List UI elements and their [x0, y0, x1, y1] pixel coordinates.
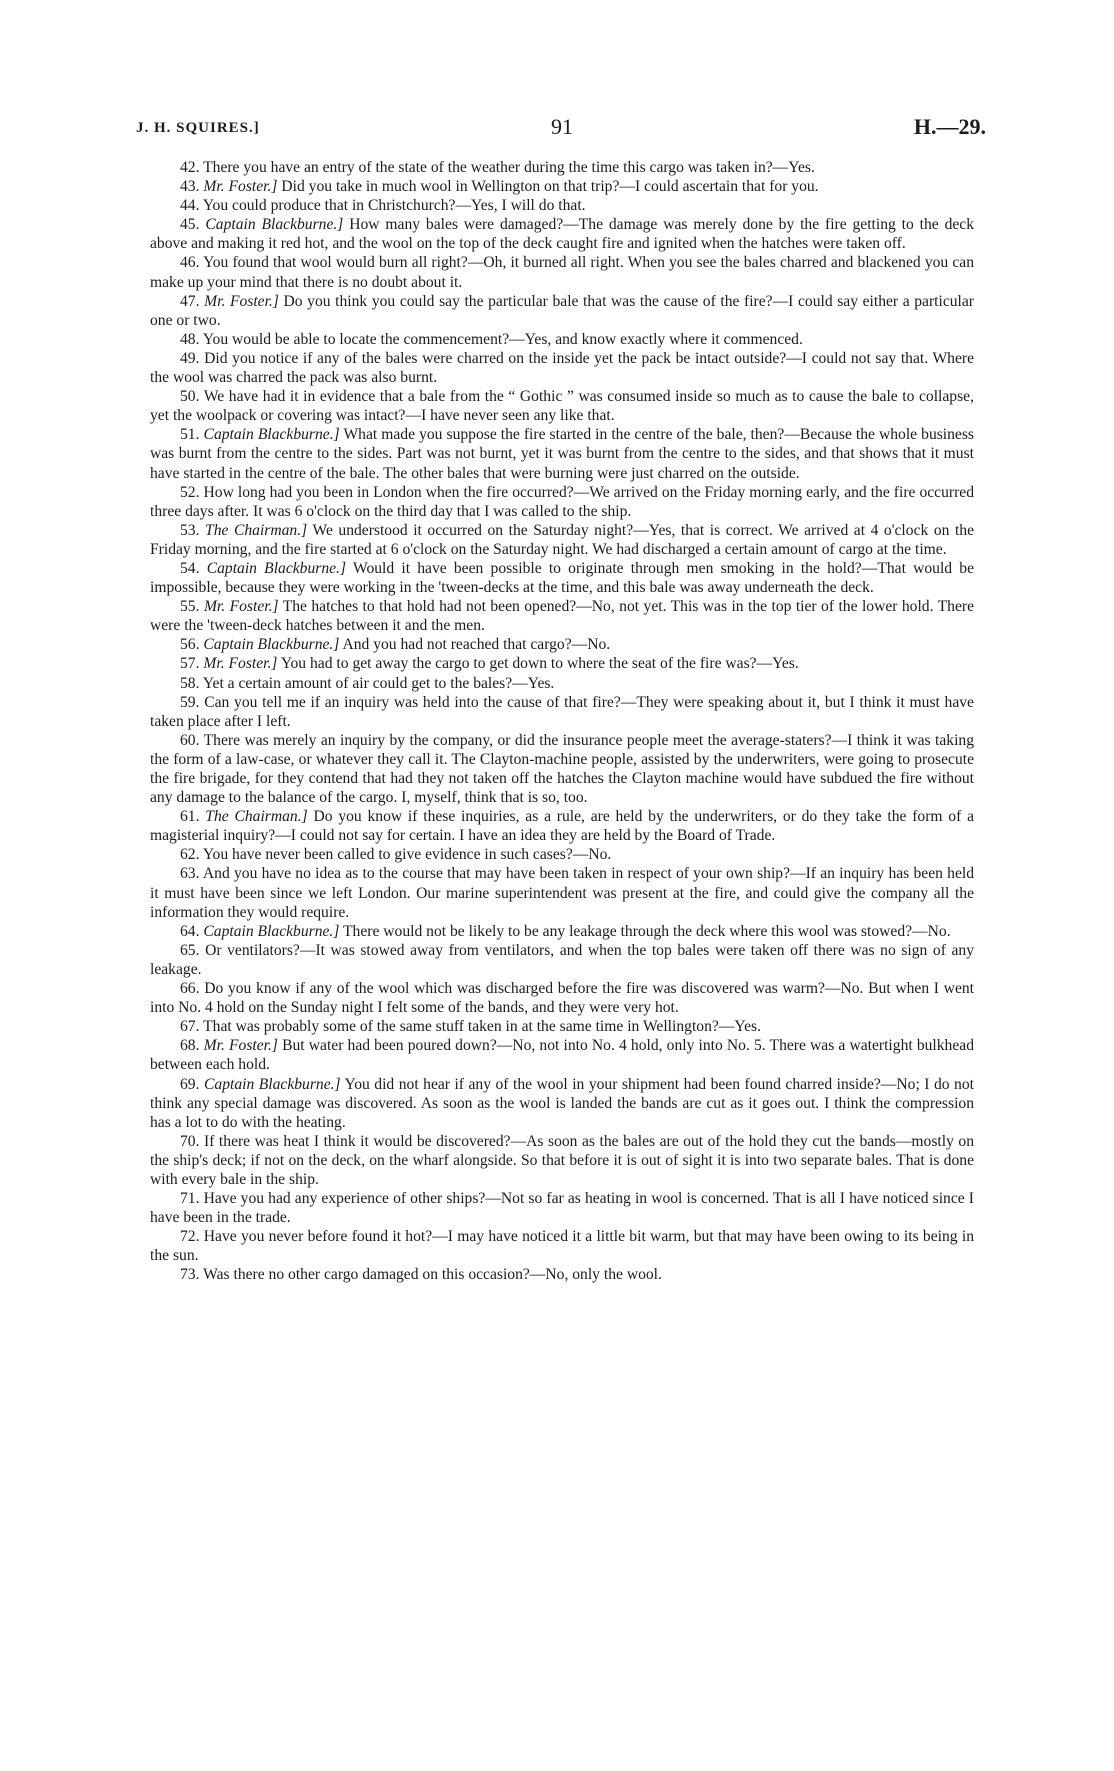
- question-paragraph: [150, 1017, 974, 1036]
- question-answer-text: We have had it in evidence that a bale from the “ Gothic ” was consumed inside so much as to cause the bale to collapse, yet the woolpack or covering was intact?—I have never seen any like that.: [150, 388, 974, 425]
- question-number: 63.: [180, 865, 200, 883]
- question-number: 45.: [180, 216, 200, 234]
- question-paragraph: [150, 635, 974, 654]
- question-answer-text: There was merely an inquiry by the company, or did the insurance people meet the average-staters?—I think it was taking the form of a law-case, or whatever they call it. The Clayton-machine people, assisted by the underwriters, were going to prosecute the fire brigade, for they contend that had they not taken off the hatches the Clayton machine would have subdued the fire without any damage to the balance of the cargo. I, myself, think that is so, too.: [150, 731, 974, 807]
- question-paragraph: [150, 330, 974, 349]
- question-answer-text: Have you had any experience of other ships?—Not so far as heating in wool is concerned. That is all I have noticed since I have been in the trade.: [150, 1190, 974, 1227]
- witness-name: J. H. SQUIRES.]: [136, 120, 260, 136]
- question-answer-text: Did you notice if any of the bales were charred on the inside yet the pack be intact outside?—I could not say that. Where the wool was charred the pack was also burnt.: [150, 349, 974, 387]
- question-paragraph: [150, 1036, 974, 1074]
- question-number: 56.: [180, 636, 200, 654]
- question-number: 66.: [180, 980, 200, 998]
- question-answer-text: You had to get away the cargo to get down to where the seat of the fire was?—Yes.: [280, 655, 799, 673]
- speaker-label: Captain Blackburne.]: [203, 636, 340, 654]
- question-paragraph: [150, 674, 974, 693]
- question-number: 55.: [180, 598, 200, 616]
- question-number: 50.: [180, 388, 200, 406]
- question-answer-text: And you have no idea as to the course that may have been taken in respect of your own ship?—If an inquiry has been held it must have been since we left London. Our marine superintendent was present at the fire, and could give the company all the information they would require.: [150, 865, 974, 921]
- question-answer-text: Do you think you could say the particular bale that was the cause of the fire?—I could say either a particular one or two.: [150, 292, 974, 329]
- question-number: 48.: [180, 330, 200, 348]
- question-paragraph: [150, 807, 974, 845]
- speaker-label: The Chairman.]: [205, 521, 308, 539]
- question-answer-text: How many bales were damaged?—The damage was merely done by the fire getting to the deck above and making it red hot, and the wool on the top of the deck caught fire and ignited when the hatches were taken off.: [150, 216, 975, 253]
- question-answer-text: There you have an entry of the state of the weather during the time this cargo was taken in?—Yes.: [203, 159, 815, 176]
- question-number: 46.: [180, 254, 200, 272]
- question-number: 69.: [180, 1075, 200, 1093]
- question-number: 49.: [180, 349, 200, 367]
- question-paragraph: [150, 845, 974, 864]
- question-paragraph: [150, 158, 974, 177]
- question-number: 68.: [180, 1037, 200, 1055]
- question-answer-text: That was probably some of the same stuff taken in at the same time in Wellington?—Yes.: [203, 1018, 761, 1036]
- question-number: 71.: [180, 1190, 200, 1208]
- question-answer-text: How long had you been in London when the fire occurred?—We arrived on the Friday morning early, and the fire occurred three days after. It was 6 o'clock on the third day that I was called to the ship.: [150, 483, 974, 520]
- question-paragraph: [150, 349, 974, 387]
- speaker-label: Mr. Foster.]: [203, 1037, 278, 1055]
- page-header: [136, 114, 986, 158]
- question-paragraph: [150, 387, 974, 425]
- question-answer-text: Can you tell me if an inquiry was held into the cause of that fire?—They were speaking about it, but I think it must have taken place after I left.: [150, 693, 974, 730]
- question-answer-text: And you had not reached that cargo?—No.: [342, 636, 611, 654]
- question-number: 62.: [180, 846, 200, 864]
- question-number: 44.: [180, 197, 200, 215]
- question-answer-text: Or ventilators?—It was stowed away from ventilators, and when the top bales were taken off there was no sign of any leakage.: [150, 941, 974, 978]
- question-paragraph: [150, 292, 974, 330]
- question-answer-text: We understood it occurred on the Saturday night?—Yes, that is correct. We arrived at 4 o'clock on the Friday morning, and the fire started at 6 o'clock on the Saturday night. We had discharged a certain amount of cargo at the time.: [150, 521, 974, 558]
- speaker-label: Captain Blackburne.]: [204, 1075, 341, 1093]
- speaker-label: Captain Blackburne.]: [206, 559, 347, 577]
- question-answer-text: If there was heat I think it would be discovered?—As soon as the bales are out of the hold they cut the bands—mostly on the ship's deck; if not on the deck, on the wharf alongside. So that before it is out of sight it is into two separate bales. That is done with every bale in the ship.: [150, 1132, 974, 1188]
- question-answer-text: Did you take in much wool in Wellington on that trip?—I could ascertain that for you.: [281, 178, 819, 196]
- question-paragraph: [150, 1132, 974, 1189]
- question-number: 61.: [180, 808, 200, 826]
- question-answer-text: The hatches to that hold had not been opened?—No, not yet. This was in the top tier of the lower hold. There were the 'tween-deck hatches between it and the men.: [150, 598, 974, 635]
- question-number: 64.: [180, 922, 200, 940]
- question-answer-text: Yet a certain amount of air could get to the bales?—Yes.: [202, 674, 555, 692]
- speaker-label: The Chairman.]: [205, 808, 308, 826]
- question-answer-text: You could produce that in Christchurch?—Yes, I will do that.: [202, 197, 586, 215]
- question-answer-text: Was there no other cargo damaged on this occasion?—No, only the wool.: [203, 1266, 662, 1284]
- question-paragraph: [150, 253, 974, 291]
- question-number: 58.: [180, 674, 200, 692]
- question-number: 65.: [180, 941, 200, 959]
- question-number: 72.: [180, 1228, 200, 1246]
- question-paragraph: [150, 1189, 974, 1227]
- question-paragraph: [150, 1227, 974, 1265]
- question-paragraph: [150, 922, 974, 941]
- question-paragraph: [150, 215, 974, 253]
- evidence-body: [150, 158, 974, 1285]
- question-number: 70.: [180, 1132, 200, 1150]
- question-number: 52.: [180, 483, 200, 501]
- question-paragraph: [150, 1265, 974, 1284]
- question-number: 57.: [180, 655, 200, 673]
- question-number: 60.: [180, 731, 200, 749]
- speaker-label: Captain Blackburne.]: [203, 426, 340, 444]
- question-answer-text: There would not be likely to be any leakage through the deck where this wool was stowed?—No.: [343, 922, 951, 940]
- question-paragraph: [150, 1075, 974, 1132]
- question-number: 42.: [180, 159, 200, 176]
- question-paragraph: [150, 483, 974, 521]
- question-paragraph: [150, 654, 974, 673]
- question-number: 47.: [180, 292, 200, 310]
- question-paragraph: [150, 597, 974, 635]
- question-answer-text: You did not hear if any of the wool in your shipment had been found charred inside?—No; I do not think any special damage was discovered. As soon as the wool is landed the bands are cut as it goes out. I think the compression has a lot to do with the heating.: [150, 1075, 974, 1131]
- question-paragraph: [150, 731, 974, 807]
- speaker-label: Mr. Foster.]: [203, 655, 278, 673]
- speaker-label: Captain Blackburne.]: [205, 216, 344, 234]
- question-answer-text: But water had been poured down?—No, not into No. 4 hold, only into No. 5. There was a watertight bulkhead between each hold.: [150, 1037, 974, 1074]
- question-number: 53.: [180, 521, 200, 539]
- question-number: 59.: [180, 693, 200, 711]
- question-answer-text: Would it have been possible to originate through men smoking in the hold?—That would be impossible, because they were working in the 'tween-decks at the time, and this bale was away underneath the deck.: [150, 559, 975, 597]
- question-paragraph: [150, 177, 974, 196]
- question-paragraph: [150, 979, 974, 1017]
- question-number: 54.: [180, 559, 200, 577]
- question-paragraph: [150, 941, 974, 979]
- question-answer-text: What made you suppose the fire started in the centre of the bale, then?—Because the whole business was burnt from the centre to the sides. Part was not burnt, yet it was burnt from the centre to the sides, and that shows that it must have started in the centre of the bale. The other bales that were burning were just charred on the outside.: [150, 426, 974, 482]
- question-number: 73.: [180, 1266, 200, 1284]
- question-paragraph: [150, 864, 974, 921]
- speaker-label: Mr. Foster.]: [204, 292, 279, 310]
- page-number: 91: [551, 114, 573, 139]
- question-number: 43.: [180, 178, 200, 196]
- speaker-label: Mr. Foster.]: [203, 178, 278, 196]
- question-paragraph: [150, 693, 974, 731]
- question-paragraph: [150, 196, 974, 215]
- question-paragraph: [150, 559, 974, 597]
- question-answer-text: You would be able to locate the commencement?—Yes, and know exactly where it commenced.: [202, 330, 803, 348]
- question-answer-text: Do you know if any of the wool which was discharged before the fire was discovered was warm?—No. But when I went into No. 4 hold on the Sunday night I felt some of the bands, and they were very hot.: [150, 980, 974, 1017]
- speaker-label: Mr. Foster.]: [203, 598, 279, 616]
- question-paragraph: [150, 521, 974, 559]
- speaker-label: Captain Blackburne.]: [203, 922, 340, 940]
- question-answer-text: You found that wool would burn all right?—Oh, it burned all right. When you see the bales charred and blackened you can make up your mind that there is no doubt about it.: [150, 254, 974, 291]
- question-number: 67.: [180, 1018, 200, 1036]
- question-paragraph: [150, 425, 974, 482]
- question-number: 51.: [180, 426, 200, 444]
- question-answer-text: You have never been called to give evidence in such cases?—No.: [202, 846, 612, 864]
- question-answer-text: Do you know if these inquiries, as a rule, are held by the underwriters, or do they take the form of a magisterial inquiry?—I could not say for certain. I have an idea they are held by the Board of Trade.: [150, 808, 975, 845]
- question-answer-text: Have you never before found it hot?—I may have noticed it a little bit warm, but that may have been owing to its being in the sun.: [150, 1228, 974, 1265]
- paper-reference: H.—29.: [913, 114, 986, 139]
